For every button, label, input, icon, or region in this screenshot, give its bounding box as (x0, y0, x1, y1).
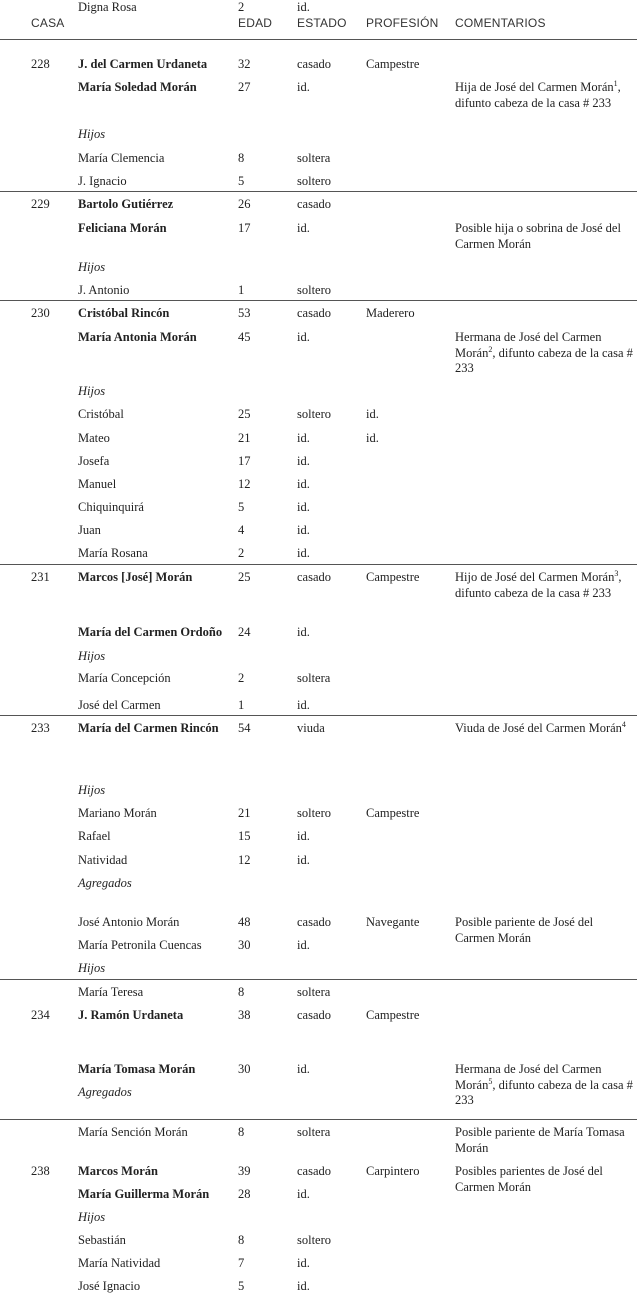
marital-status: casado (297, 306, 332, 320)
footnote-marker: 1 (613, 78, 618, 88)
marital-status: soltero (297, 1233, 332, 1247)
person-name: María Tomasa Morán (78, 1062, 196, 1076)
person-name: María Petronila Cuencas (78, 938, 202, 952)
marital-status: casado (297, 570, 332, 584)
profession: Navegante (366, 915, 420, 929)
person-name: Chiquinquirá (78, 500, 144, 514)
age: 24 (238, 625, 251, 639)
profession: id. (366, 431, 379, 445)
comment: Posible hija o sobrina de José del Carmen Morán (455, 221, 621, 251)
age: 17 (238, 221, 251, 235)
marital-status: id. (297, 1187, 310, 1201)
row-divider (0, 191, 637, 192)
person-name: María Rosana (78, 546, 148, 560)
person-name: Feliciana Morán (78, 221, 167, 235)
header-comentarios: COMENTARIOS (455, 16, 546, 30)
age: 28 (238, 1187, 251, 1201)
marital-status: id. (297, 938, 310, 952)
marital-status: id. (297, 625, 310, 639)
row-divider (0, 300, 637, 301)
section-label: Hijos (78, 783, 106, 797)
house-number: 228 (31, 57, 50, 71)
person-name: María Guillerma Morán (78, 1187, 210, 1201)
house-number: 234 (31, 1008, 50, 1022)
age: 8 (238, 1233, 245, 1247)
marital-status: casado (297, 57, 332, 71)
person-name: J. del Carmen Urdaneta (78, 57, 208, 71)
profession: Campestre (366, 1008, 420, 1022)
person-name: Bartolo Gutiérrez (78, 197, 174, 211)
person-name: Rafael (78, 829, 111, 843)
footnote-marker: 3 (614, 568, 619, 578)
age: 53 (238, 306, 251, 320)
comment: Hermana de José del Carmen Morán$^5$, difunto cabeza de la casa # 233 (455, 1062, 633, 1107)
section-label: Hijos (78, 384, 106, 398)
marital-status: id. (297, 80, 310, 94)
person-name: María Teresa (78, 985, 144, 999)
comment: Hermana de José del Carmen Morán$^2$, difunto cabeza de la casa # 233 (455, 330, 633, 375)
header-estado: ESTADO (297, 16, 347, 30)
marital-status: soltero (297, 407, 332, 421)
person-name: María Antonia Morán (78, 330, 197, 344)
house-number: 230 (31, 306, 50, 320)
profession: Maderero (366, 306, 415, 320)
marital-status: id. (297, 0, 310, 14)
age: 7 (238, 1256, 245, 1270)
age: 17 (238, 454, 251, 468)
age: 45 (238, 330, 251, 344)
age: 25 (238, 570, 251, 584)
marital-status: id. (297, 523, 310, 537)
person-name: Marcos [José] Morán (78, 570, 193, 584)
person-name: María Soledad Morán (78, 80, 197, 94)
house-number: 229 (31, 197, 50, 211)
age: 21 (238, 806, 251, 820)
profession: Carpintero (366, 1164, 420, 1178)
house-number: 231 (31, 570, 50, 584)
age: 4 (238, 523, 245, 537)
age: 2 (238, 0, 245, 14)
person-name: Natividad (78, 853, 128, 867)
house-number: 238 (31, 1164, 50, 1178)
marital-status: id. (297, 330, 310, 344)
age: 12 (238, 853, 251, 867)
header-edad: EDAD (238, 16, 273, 30)
age: 1 (238, 698, 245, 712)
age: 30 (238, 1062, 251, 1076)
marital-status: id. (297, 431, 310, 445)
age: 5 (238, 1279, 245, 1293)
marital-status: id. (297, 1256, 310, 1270)
marital-status: casado (297, 197, 332, 211)
comment: Posible pariente de María Tomasa Morán (455, 1125, 625, 1155)
person-name: María Sención Morán (78, 1125, 188, 1139)
person-name: Manuel (78, 477, 117, 491)
person-name: José Antonio Morán (78, 915, 180, 929)
person-name: José Ignacio (78, 1279, 141, 1293)
age: 21 (238, 431, 251, 445)
row-divider (0, 715, 637, 716)
person-name: Mateo (78, 431, 110, 445)
marital-status: soltero (297, 283, 332, 297)
age: 8 (238, 1125, 245, 1139)
person-name: Josefa (78, 454, 110, 468)
marital-status: id. (297, 853, 310, 867)
age: 39 (238, 1164, 251, 1178)
age: 26 (238, 197, 251, 211)
section-label: Hijos (78, 649, 106, 663)
marital-status: soltera (297, 151, 331, 165)
comment: Viuda de José del Carmen Morán$^4$ (455, 719, 626, 735)
person-name: Cristóbal (78, 407, 124, 421)
marital-status: soltero (297, 806, 332, 820)
age: 27 (238, 80, 251, 94)
age: 2 (238, 671, 245, 685)
profession: id. (366, 407, 379, 421)
age: 38 (238, 1008, 251, 1022)
person-name: Cristóbal Rincón (78, 306, 170, 320)
section-label: Hijos (78, 961, 106, 975)
row-divider (0, 1119, 637, 1120)
person-name: María Natividad (78, 1256, 161, 1270)
marital-status: id. (297, 698, 310, 712)
marital-status: soltera (297, 671, 331, 685)
section-label: Agregados (78, 876, 132, 890)
section-label: Hijos (78, 127, 106, 141)
row-divider (0, 564, 637, 565)
age: 48 (238, 915, 251, 929)
section-label: Hijos (78, 260, 106, 274)
age: 8 (238, 985, 245, 999)
marital-status: id. (297, 1062, 310, 1076)
person-name: Digna Rosa (78, 0, 137, 14)
marital-status: id. (297, 500, 310, 514)
row-divider (0, 979, 637, 980)
person-name: J. Ramón Urdaneta (78, 1008, 184, 1022)
person-name: Sebastián (78, 1233, 126, 1247)
marital-status: casado (297, 1008, 332, 1022)
marital-status: casado (297, 1164, 332, 1178)
marital-status: viuda (297, 721, 325, 735)
age: 32 (238, 57, 251, 71)
age: 30 (238, 938, 251, 952)
section-label: Hijos (78, 1210, 106, 1224)
marital-status: id. (297, 221, 310, 235)
header-profesion: PROFESIÓN (366, 16, 439, 30)
header-casa: CASA (31, 16, 65, 30)
age: 25 (238, 407, 251, 421)
house-number: 233 (31, 721, 50, 735)
age: 12 (238, 477, 251, 491)
comment: Posibles parientes de José del Carmen Morán (455, 1164, 603, 1194)
marital-status: soltera (297, 1125, 331, 1139)
footnote-marker: 5 (488, 1076, 493, 1086)
person-name: J. Ignacio (78, 174, 127, 188)
comment: Hijo de José del Carmen Morán$^3$, difunto cabeza de la casa # 233 (455, 568, 622, 600)
marital-status: id. (297, 454, 310, 468)
age: 5 (238, 174, 245, 188)
marital-status: id. (297, 1279, 310, 1293)
marital-status: id. (297, 829, 310, 843)
row-divider (0, 39, 637, 40)
marital-status: soltero (297, 174, 332, 188)
comment: Hija de José del Carmen Morán$^1$, difunto cabeza de la casa # 233 (455, 78, 621, 110)
person-name: J. Antonio (78, 283, 130, 297)
person-name: Mariano Morán (78, 806, 157, 820)
profession: Campestre (366, 57, 420, 71)
person-name: Marcos Morán (78, 1164, 158, 1178)
age: 2 (238, 546, 245, 560)
marital-status: soltera (297, 985, 331, 999)
person-name: José del Carmen (78, 698, 161, 712)
marital-status: casado (297, 915, 332, 929)
age: 8 (238, 151, 245, 165)
person-name: María Concepción (78, 671, 171, 685)
age: 54 (238, 721, 251, 735)
person-name: María Clemencia (78, 151, 165, 165)
person-name: Juan (78, 523, 101, 537)
profession: Campestre (366, 806, 420, 820)
marital-status: id. (297, 546, 310, 560)
footnote-marker: 4 (621, 719, 626, 729)
section-label: Agregados (78, 1085, 132, 1099)
age: 1 (238, 283, 245, 297)
age: 5 (238, 500, 245, 514)
person-name: María del Carmen Ordoño (78, 625, 223, 639)
comment: Posible pariente de José del Carmen Morán (455, 915, 594, 945)
profession: Campestre (366, 570, 420, 584)
age: 15 (238, 829, 251, 843)
person-name: María del Carmen Rincón (78, 721, 219, 735)
footnote-marker: 2 (488, 344, 493, 354)
marital-status: id. (297, 477, 310, 491)
